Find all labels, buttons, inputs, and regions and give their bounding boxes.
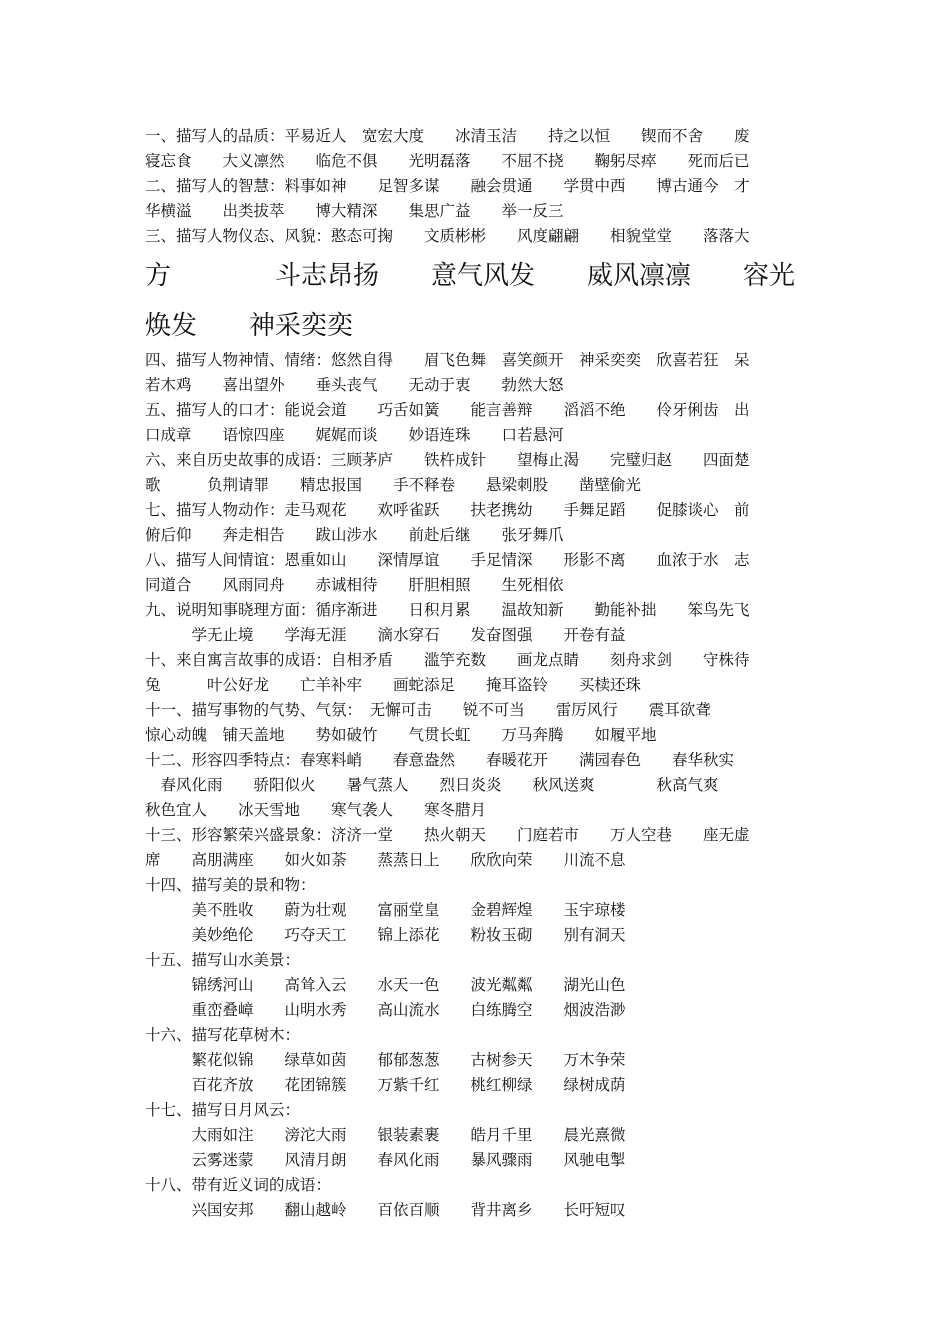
text-line: 繁花似锦 绿草如茵 郁郁葱葱 古树参天 万木争荣 — [145, 1051, 626, 1069]
text-line: 十八、带有近义词的成语： — [145, 1176, 332, 1194]
text-line: 六、来自历史故事的成语：三顾茅庐 铁杵成针 望梅止渴 完璧归赵 四面楚 — [145, 451, 750, 469]
text-line: 焕发 神采奕奕 — [145, 311, 354, 341]
text-line: 十二、形容四季特点：春寒料峭 春意盎然 春暖花开 满园春色 春华秋实 — [145, 751, 735, 769]
text-line: 席 高朋满座 如火如荼 蒸蒸日上 欣欣向荣 川流不息 — [145, 851, 626, 869]
text-line: 十七、描写日月风云： — [145, 1101, 301, 1119]
text-line: 一、描写人的品质：平易近人 宽宏大度 冰清玉洁 持之以恒 锲而不舍 废 — [145, 127, 750, 145]
text-line: 五、描写人的口才：能说会道 巧舌如簧 能言善辩 滔滔不绝 伶牙俐齿 出 — [145, 401, 750, 419]
text-line: 九、说明知事晓理方面：循序渐进 日积月累 温故知新 勤能补拙 笨鸟先飞 — [145, 601, 750, 619]
text-line: 锦绣河山 高耸入云 水天一色 波光粼粼 湖光山色 — [145, 976, 626, 994]
text-line: 秋色宜人 冰天雪地 寒气袭人 寒冬腊月 — [145, 801, 487, 819]
text-line: 十一、描写事物的气势、气氛： 无懈可击 锐不可当 雷厉风行 震耳欲聋 — [145, 701, 711, 719]
text-line: 寝忘食 大义凛然 临危不俱 光明磊落 不屈不挠 鞠躬尽瘁 死而后已 — [145, 152, 750, 170]
text-line: 十五、描写山水美景： — [145, 951, 301, 969]
text-line: 百花齐放 花团锦簇 万紫千红 桃红柳绿 绿树成荫 — [145, 1076, 626, 1094]
text-line: 二、描写人的智慧：料事如神 足智多谋 融会贯通 学贯中西 博古通今 才 — [145, 177, 750, 195]
text-line: 十六、描写花草树木： — [145, 1026, 301, 1044]
text-line: 惊心动魄 铺天盖地 势如破竹 气贯长虹 万马奔腾 如履平地 — [145, 726, 657, 744]
text-line: 十四、描写美的景和物： — [145, 876, 316, 894]
text-line: 十、来自寓言故事的成语：自相矛盾 滥竽充数 画龙点睛 刻舟求剑 守株待 — [145, 651, 750, 669]
text-line: 兔 叶公好龙 亡羊补牢 画蛇添足 掩耳盗铃 买椟还珠 — [145, 676, 642, 694]
text-line: 华横溢 出类拔萃 博大精深 集思广益 举一反三 — [145, 202, 564, 220]
text-line: 大雨如注 滂沱大雨 银装素裹 皓月千里 晨光熹微 — [145, 1126, 626, 1144]
text-line: 美妙绝伦 巧夺天工 锦上添花 粉妆玉砌 别有洞天 — [145, 926, 626, 944]
text-line: 学无止境 学海无涯 滴水穿石 发奋图强 开卷有益 — [145, 626, 626, 644]
text-line: 三、描写人物仪态、风貌：憨态可掬 文质彬彬 风度翩翩 相貌堂堂 落落大 — [145, 227, 750, 245]
text-line: 十三、形容繁荣兴盛景象：济济一堂 热火朝天 门庭若市 万人空巷 座无虚 — [145, 826, 750, 844]
text-line: 方 斗志昂扬 意气风发 威风凛凛 容光 — [145, 261, 796, 291]
text-line: 云雾迷蒙 风清月朗 春风化雨 暴风骤雨 风驰电掣 — [145, 1151, 626, 1169]
text-line: 七、描写人物动作：走马观花 欢呼雀跃 扶老携幼 手舞足蹈 促膝谈心 前 — [145, 501, 750, 519]
text-line: 美不胜收 蔚为壮观 富丽堂皇 金碧辉煌 玉宇琼楼 — [145, 901, 626, 919]
text-line: 同道合 风雨同舟 赤诚相待 肝胆相照 生死相依 — [145, 576, 564, 594]
text-line: 八、描写人间情谊：恩重如山 深情厚谊 手足情深 形影不离 血浓于水 志 — [145, 551, 750, 569]
text-line: 口成章 语惊四座 娓娓而谈 妙语连珠 口若悬河 — [145, 426, 564, 444]
text-line: 若木鸡 喜出望外 垂头丧气 无动于衷 勃然大怒 — [145, 376, 564, 394]
text-line: 歌 负荆请罪 精忠报国 手不释卷 悬梁刺股 凿壁偷光 — [145, 476, 642, 494]
text-line: 重峦叠嶂 山明水秀 高山流水 白练腾空 烟波浩渺 — [145, 1001, 626, 1019]
text-line: 俯后仰 奔走相告 跋山涉水 前赴后继 张牙舞爪 — [145, 526, 564, 544]
text-line: 兴国安邦 翻山越岭 百依百顺 背井离乡 长吁短叹 — [145, 1201, 626, 1219]
text-line: 春风化雨 骄阳似火 暑气蒸人 烈日炎炎 秋风送爽 秋高气爽 — [145, 776, 719, 794]
text-line: 四、描写人物神情、情绪：悠然自得 眉飞色舞 喜笑颜开 神采奕奕 欣喜若狂 呆 — [145, 351, 750, 369]
